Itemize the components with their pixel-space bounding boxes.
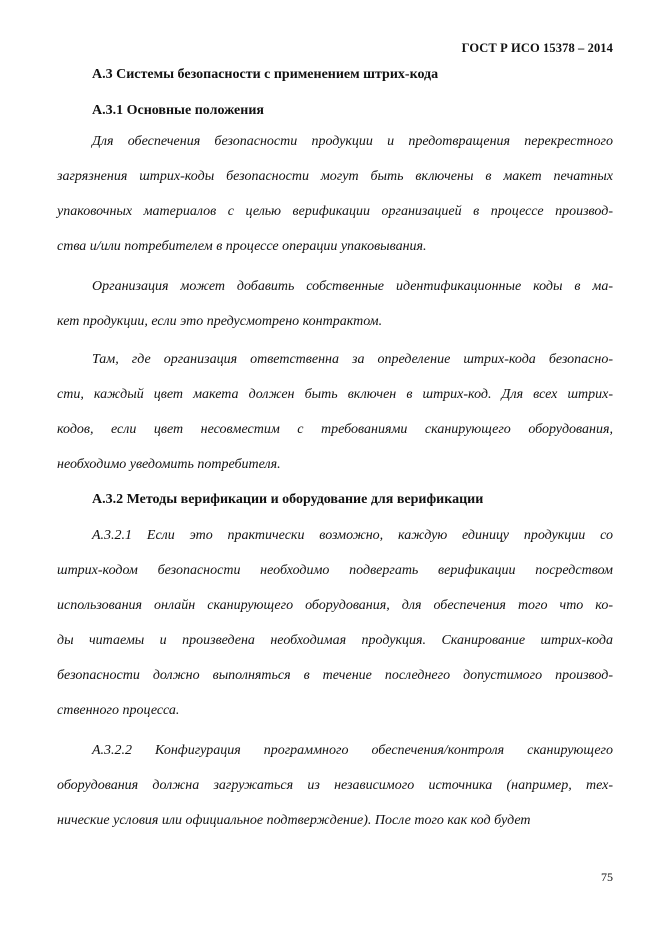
text-line: безопасности должно выполняться в течение последнего допустимого производ- (57, 668, 613, 683)
text-line: Организация может добавить собственные идентификационные коды в ма- (92, 279, 613, 294)
section-a3-heading: А.3 Системы безопасности с применением штрих-кода (92, 67, 439, 82)
section-a31-heading: А.3.1 Основные положения (92, 103, 264, 118)
text-line: А.3.2.2 Конфигурация программного обеспечения/контроля сканирующего (92, 743, 613, 758)
text-line: ства и/или потребителем в процессе операции упаковывания. (57, 239, 427, 254)
page-number: 75 (601, 870, 613, 884)
text-line: загрязнения штрих-коды безопасности могут быть включены в макет печатных (57, 169, 613, 184)
text-line: упаковочных материалов с целью верификации организацией в процессе производ- (57, 204, 613, 219)
text-line: штрих-кодом безопасности необходимо подвергать верификации посредством (57, 563, 613, 578)
text-line: А.3.2.1 Если это практически возможно, каждую единицу продукции со (92, 528, 613, 543)
text-line: ды читаемы и произведена необходимая продукция. Сканирование штрих-кода (57, 633, 613, 648)
text-line: использования онлайн сканирующего оборудования, для обеспечения того что ко- (57, 598, 613, 613)
text-line: необходимо уведомить потребителя. (57, 457, 281, 472)
text-line: кодов, если цвет несовместим с требованиями сканирующего оборудования, (57, 422, 613, 437)
text-line: оборудования должна загружаться из независимого источника (например, тех- (57, 778, 613, 793)
text-line: Там, где организация ответственна за определение штрих-кода безопасно- (92, 352, 613, 367)
text-line: нические условия или официальное подтверждение). После того как код будет (57, 813, 531, 828)
section-a32-heading: А.3.2 Методы верификации и оборудование для верификации (92, 492, 484, 507)
text-line: сти, каждый цвет макета должен быть включен в штрих-код. Для всех штрих- (57, 387, 613, 402)
text-line: ственного процесса. (57, 703, 180, 718)
text-line: Для обеспечения безопасности продукции и предотвращения перекрестного (92, 134, 613, 149)
text-line: кет продукции, если это предусмотрено контрактом. (57, 314, 383, 329)
document-code-header: ГОСТ Р ИСО 15378 – 2014 (461, 41, 613, 55)
